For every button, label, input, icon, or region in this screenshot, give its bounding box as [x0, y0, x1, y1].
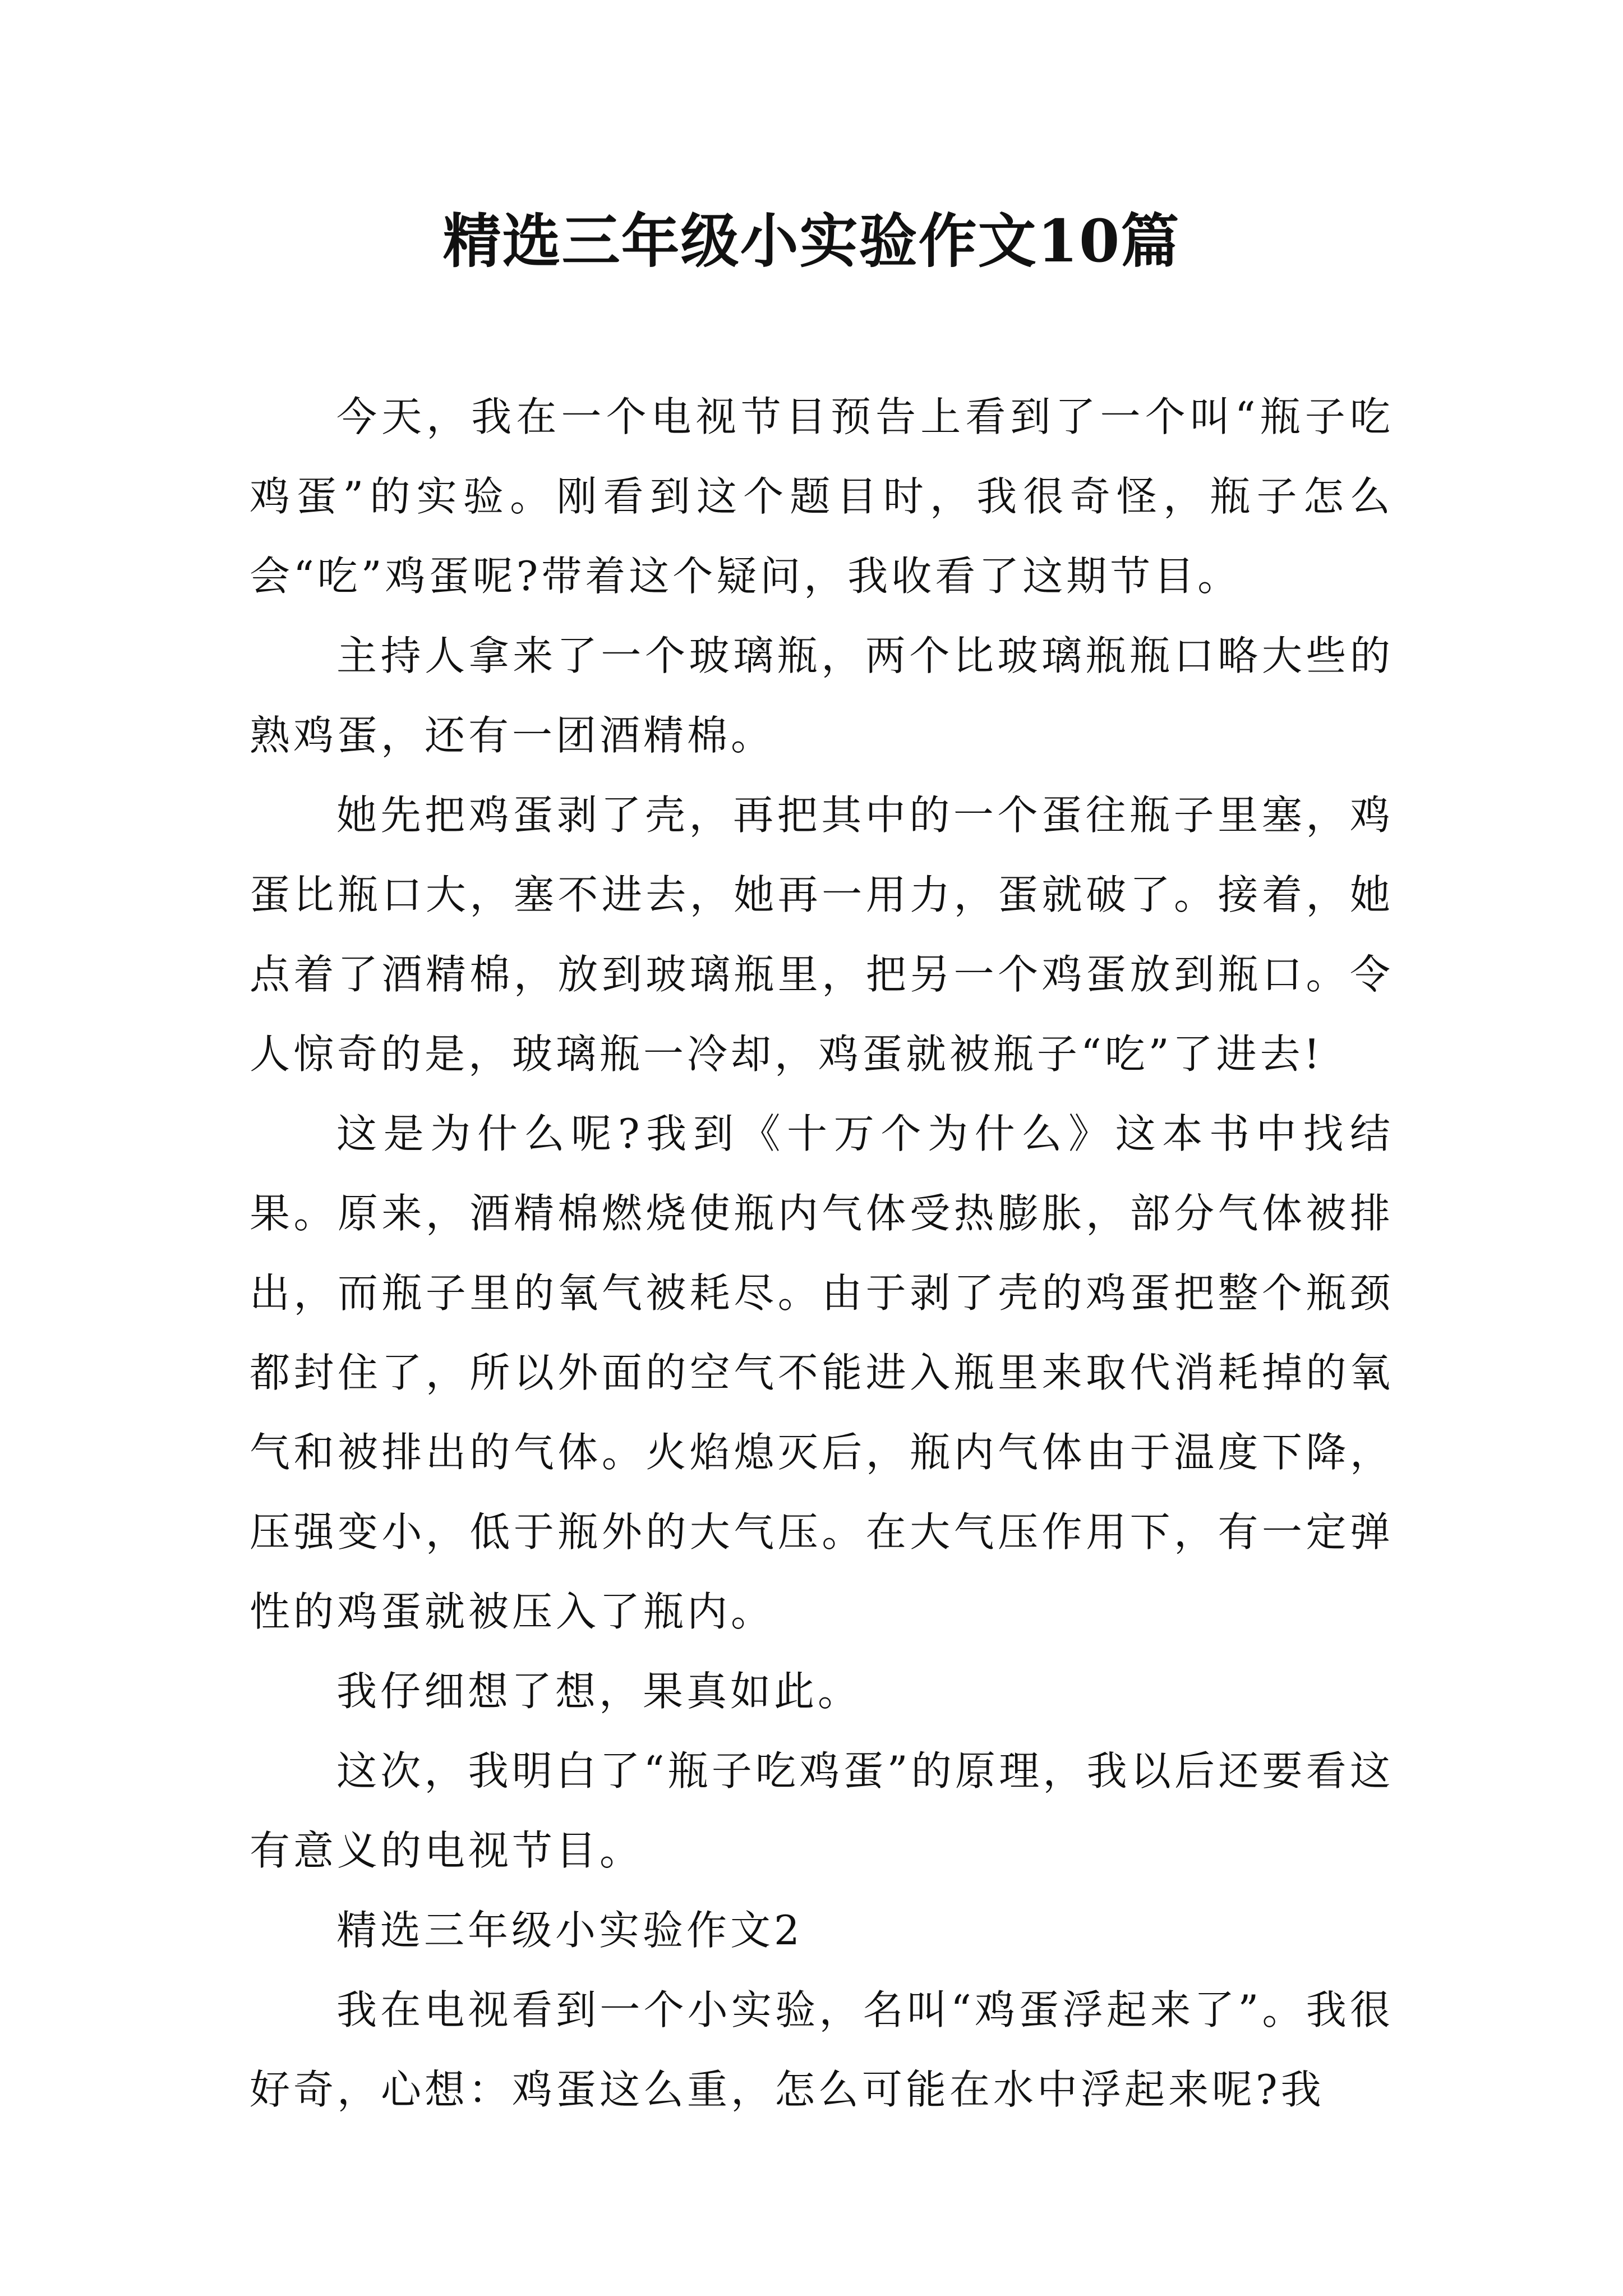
paragraph-5: 我仔细想了想，果真如此。 — [336, 1668, 862, 1715]
paragraph-4: 这是为什么呢?我到《十万个为什么》这本书中找结果。原来，酒精棉燃烧使瓶内气体受热膨胀，部分气体被排出，而瓶子里的氧气被耗尽。由于剥了壳的鸡蛋把整个瓶颈都封住了，所以外面的空气不能进入瓶里来取代消耗掉的氧气和被排出的气体。火焰熄灭后，瓶内气体由于温度下降，压强变小，低于瓶外的大气压。在大气压作用下，有一定弹性的鸡蛋就被压入了瓶内。 — [250, 1110, 1394, 1635]
document-body — [250, 377, 1394, 2129]
document-title: 精选三年级小实验作文10篇 — [442, 206, 1181, 275]
paragraph-7: 我在电视看到一个小实验，名叫“鸡蛋浮起来了”。我很好奇，心想：鸡蛋这么重，怎么可能在水中浮起来呢?我 — [250, 1986, 1394, 2113]
section-heading-2: 精选三年级小实验作文2 — [336, 1907, 803, 1954]
paragraph-2: 主持人拿来了一个玻璃瓶，两个比玻璃瓶瓶口略大些的熟鸡蛋，还有一团酒精棉。 — [250, 632, 1394, 759]
paragraph-6: 这次，我明白了“瓶子吃鸡蛋”的原理，我以后还要看这有意义的电视节目。 — [250, 1747, 1394, 1874]
paragraph-3: 她先把鸡蛋剥了壳，再把其中的一个蛋往瓶子里塞，鸡蛋比瓶口大，塞不进去，她再一用力，蛋就破了。接着，她点着了酒精棉，放到玻璃瓶里，把另一个鸡蛋放到瓶口。令人惊奇的是，玻璃瓶一冷却，鸡蛋就被瓶子“吃”了进去! — [250, 792, 1394, 1078]
paragraph-1: 今天，我在一个电视节目预告上看到了一个叫“瓶子吃鸡蛋”的实验。刚看到这个题目时，我很奇怪，瓶子怎么会“吃”鸡蛋呢?带着这个疑问，我收看了这期节目。 — [250, 393, 1394, 600]
